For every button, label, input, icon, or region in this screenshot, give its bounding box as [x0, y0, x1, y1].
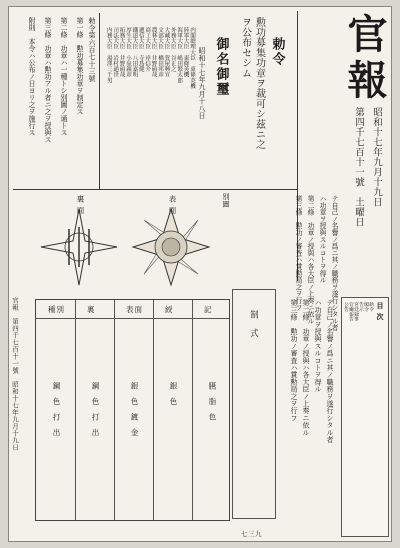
article-column: ハ功章ヲ授與スルコトヲ得ル — [318, 195, 326, 284]
minister-name: 農林大臣 井野碩哉 — [150, 27, 157, 78]
ordinance-article: 第一條 勲功募集功章ヲ制定ス — [76, 17, 84, 115]
medal-diagrams — [31, 203, 221, 293]
decree-line-2: ヲ公布セシム — [239, 17, 251, 79]
table-header: 綬 — [165, 305, 174, 314]
table-header: 記 — [204, 305, 213, 314]
minister-name: 拓務大臣 井野碩哉 — [118, 27, 125, 78]
minister-name: 陸軍大臣 東條英機 — [182, 27, 189, 78]
contents-item: 告示 — [358, 302, 363, 312]
contents-item: 閣令 — [363, 302, 368, 312]
contents-item: 公告 — [343, 302, 348, 312]
table-cell: 臙脂色 — [208, 382, 217, 429]
table-header: 裏 — [87, 305, 96, 314]
masthead-date: 昭和十七年九月十九日 — [371, 107, 382, 207]
ordinance-article: 第二條 功章ハ一種トシ別圖ノ通トス — [60, 17, 68, 136]
spec-heading: 制式 — [249, 310, 260, 347]
lower-text: テ自己ノ名譽ノ爲ニ其ノ職務ヲ遂行シタル者 ハ功章ヲ授與スルコトヲ得ル 第二條 功章ノ授與ハ各大臣ノ上奏ニ依ル 第三條 勲功ノ審査ハ賞勲局之ヲ行フ — [290, 299, 334, 443]
table-header: 表面 — [126, 305, 143, 314]
article-column: 第二條 功章ノ授與ハ各大臣ノ上奏ニ依ル — [306, 195, 314, 325]
minister-name: 遞信大臣 寺島健 — [137, 27, 144, 72]
article-column: テ自己ノ名譽ノ爲ニ其ノ職務ヲ遂行シタル者 — [330, 195, 338, 331]
minister-name: 文部大臣 橋田邦彦 — [157, 27, 163, 78]
contents-item: 勅令 — [368, 302, 373, 312]
contents-heading: 目次 — [376, 302, 385, 324]
minister-name: 海軍大臣 嶋田繁太郎 — [176, 27, 183, 83]
medal-back-icon — [41, 209, 117, 285]
contents-box — [341, 297, 389, 537]
ordinance-number: 勅令第六百七十三號 — [88, 17, 96, 82]
medal-front-icon — [133, 209, 209, 285]
decree-heading: 勅令 — [269, 37, 285, 67]
spec-sidebox — [232, 289, 276, 519]
table-cell: 銀色鍍金 — [130, 382, 139, 444]
figure-label: 別圖 — [222, 193, 230, 208]
minister-name: 内務大臣 湯澤三千男 — [105, 27, 112, 83]
ordinance-body — [17, 17, 85, 187]
ordinance-divider — [99, 13, 100, 189]
minister-list — [105, 27, 197, 177]
table-cell: 銀色 — [169, 382, 178, 413]
page-number: 七三九 — [241, 530, 262, 538]
minister-name: 鐵道大臣 八田嘉明 — [131, 27, 138, 78]
masthead-title: 官報 — [341, 13, 388, 105]
minister-name: 司法大臣 岩村通世 — [112, 27, 119, 78]
masthead-issue: 第四千七百十一號 土曜日 — [353, 107, 364, 227]
decree-line-1: 勲功募集功章ヲ裁可シ茲ニ之 — [253, 17, 265, 150]
spec-table — [35, 299, 230, 521]
minister-name: 商工大臣 岸信介 — [144, 27, 151, 72]
minister-name: 内閣總理大臣 東條英機 — [189, 27, 195, 89]
decree-date: 昭和十七年九月十八日 — [198, 47, 206, 119]
back-label: 裏面 — [76, 195, 85, 218]
front-label: 表面 — [168, 195, 177, 218]
footer-issue: 官報 第四千七百十一號 昭和十七年九月十九日 — [11, 297, 19, 451]
contents-item: 官廳報告 — [348, 302, 353, 322]
article-column: 第三條 勲功ノ審査ハ賞勲局之ヲ行フ — [294, 195, 302, 311]
table-cell: 鋼色打出 — [91, 382, 100, 444]
minister-name: 外務大臣 谷正之 — [169, 27, 176, 72]
table-header: 種別 — [48, 305, 65, 314]
ordinance-article: 第三條 功章ハ勲功アル者ニ之ヲ授與ス — [44, 17, 52, 143]
contents-item: 宮廷録事 — [353, 302, 358, 322]
minister-name: 大藏大臣 賀屋興宣 — [163, 27, 170, 78]
gazette-page — [8, 6, 392, 542]
minister-name: 厚生大臣 小泉親彦 — [125, 27, 131, 78]
section-divider — [13, 189, 297, 190]
table-cell: 鋼色打出 — [52, 382, 61, 444]
ordinance-article: 附則 本令ハ公布ノ日ヨリ之ヲ施行ス — [28, 17, 36, 136]
imperial-seal: 御名御璽 — [213, 37, 229, 97]
